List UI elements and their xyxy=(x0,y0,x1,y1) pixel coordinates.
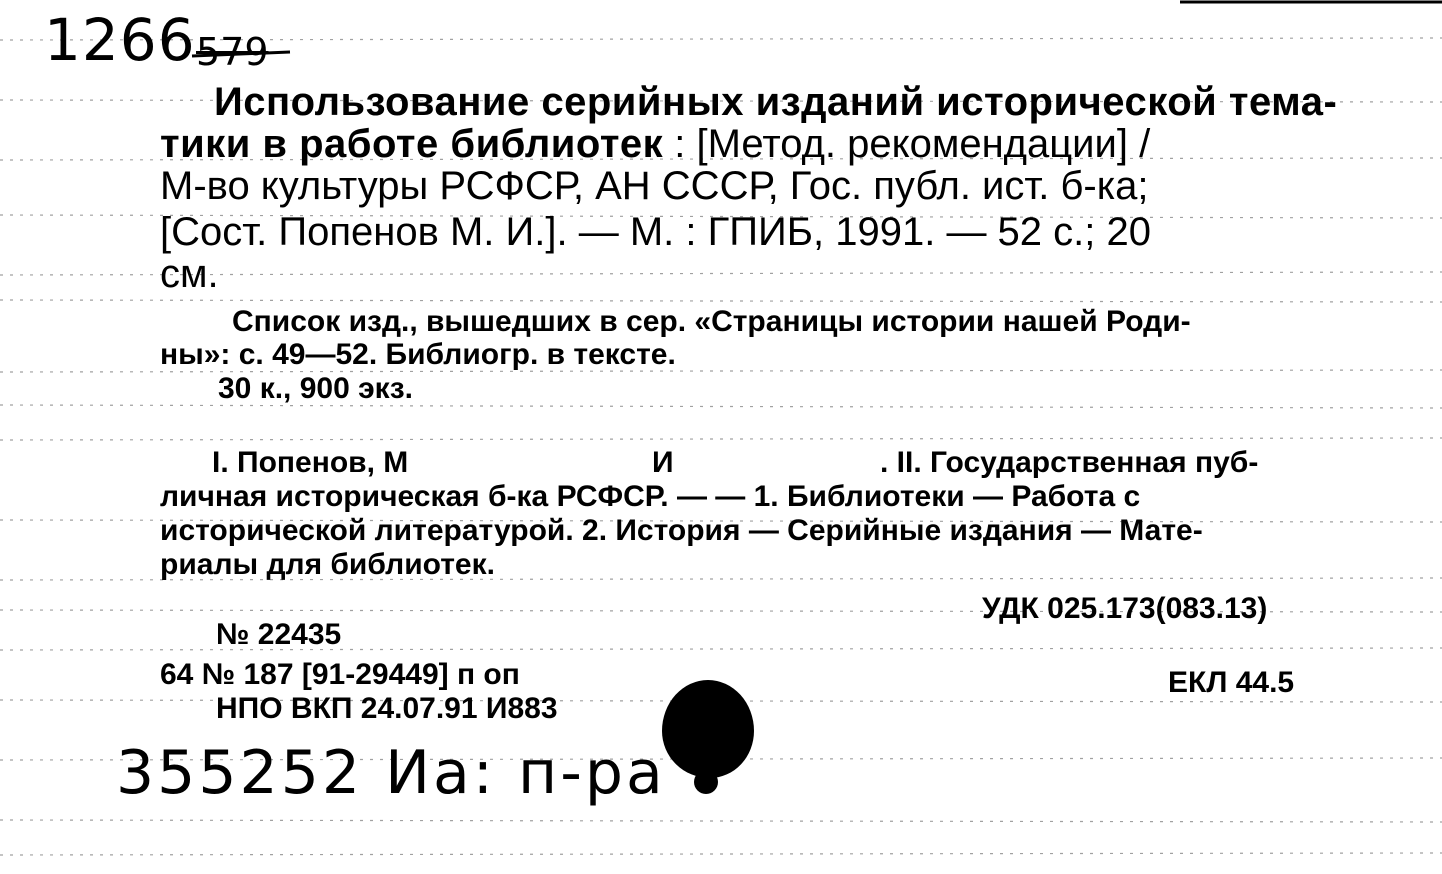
print-code-line: 64 № 187 [91-29449] п оп xyxy=(160,658,520,691)
subject-line-1a: I. Попенов, М xyxy=(212,446,409,479)
subject-line-2: личная историческая б-ка РСФСР. — — 1. Библиотеки — Работа с xyxy=(160,480,1141,513)
card-number: № 22435 xyxy=(216,618,342,651)
title-line-1: Использование серийных изданий исторической тема- xyxy=(214,80,1338,124)
title-line-2-bold: тики в работе библиотек xyxy=(160,122,664,166)
udk-code: УДК 025.173(083.13) xyxy=(982,592,1268,625)
npo-line: НПО ВКП 24.07.91 И883 xyxy=(216,692,558,725)
handwritten-index-crossed: 579 xyxy=(196,30,269,74)
subject-line-3: исторической литературой. 2. История — Серийные издания — Мате- xyxy=(160,514,1203,547)
subject-line-4: риалы для библиотек. xyxy=(160,548,495,581)
note-line-2: ны»: с. 49—52. Библиогр. в тексте. xyxy=(160,338,676,371)
imprint-line: [Сост. Попенов М. И.]. — М. : ГПИБ, 1991. — 52 с.; 20 xyxy=(160,210,1151,254)
responsibility-line: М-во культуры РСФСР, АН СССР, Гос. публ. ист. б-ка; xyxy=(160,164,1149,208)
price-circulation-line: 30 к., 900 экз. xyxy=(218,372,413,405)
title-line-2 xyxy=(160,122,1150,167)
subject-line-1c: . II. Государственная пуб- xyxy=(880,446,1259,479)
ekl-code: ЕКЛ 44.5 xyxy=(1168,666,1295,699)
ink-blot xyxy=(662,680,754,778)
ink-blot-tail xyxy=(694,770,718,794)
handwritten-index-number: 1266 xyxy=(44,6,196,74)
subject-line-1b: И xyxy=(652,446,674,479)
title-line-2-rest: : [Метод. рекомендации] / xyxy=(663,122,1151,166)
size-line: см. xyxy=(160,252,219,296)
note-line-1: Список изд., вышедших в сер. «Страницы истории нашей Роди- xyxy=(232,305,1191,338)
handwritten-inventory-note: 355252 Иа: п-ра xyxy=(116,738,666,808)
